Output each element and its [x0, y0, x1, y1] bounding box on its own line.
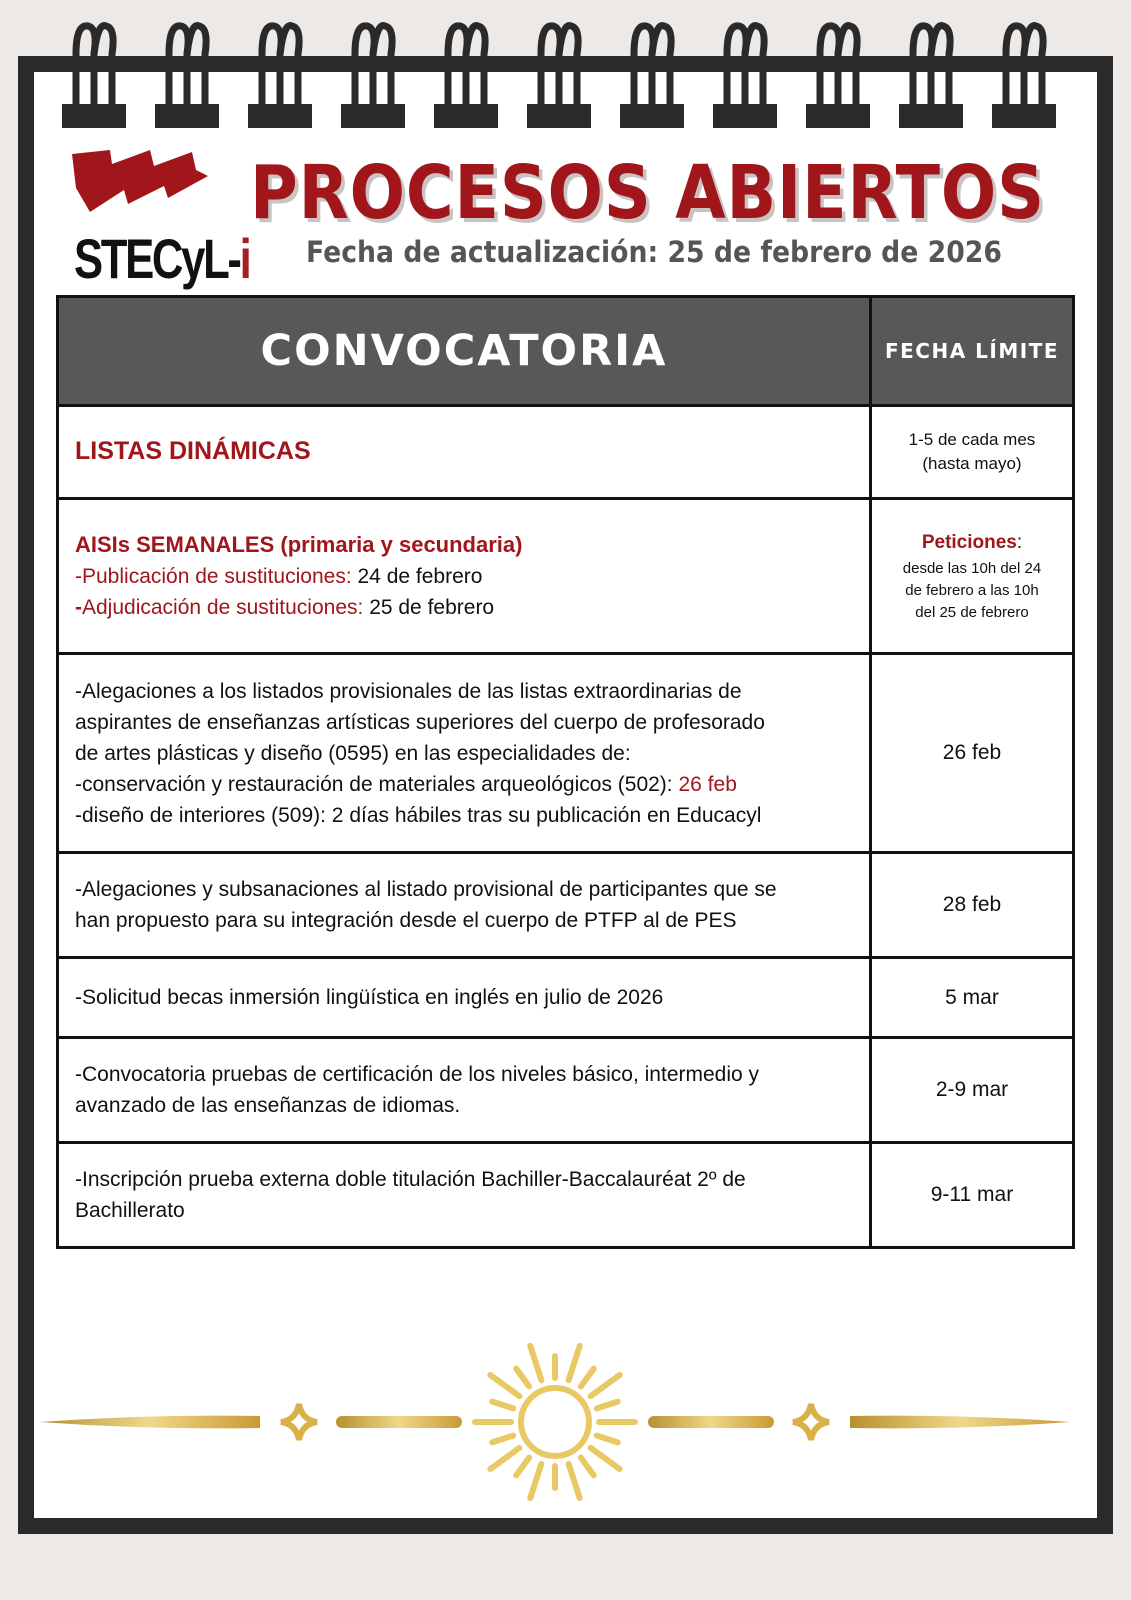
sparkle-icon	[281, 1404, 317, 1440]
pub-label: -Publicación de sustituciones:	[75, 565, 352, 588]
sun-ray	[597, 1402, 618, 1409]
sun-ray	[516, 1369, 529, 1387]
binder-ring-icon	[992, 26, 1056, 128]
sun-ray	[569, 1346, 580, 1380]
date-colon: :	[1016, 532, 1023, 553]
table-row	[58, 654, 1074, 853]
gold-bar-left	[40, 1416, 462, 1429]
binder-ring-icon	[806, 26, 870, 128]
table-row	[58, 1038, 1074, 1143]
desc-line: Bachillerato	[75, 1199, 185, 1222]
table-row	[58, 958, 1074, 1038]
desc-line: aspirantes de enseñanzas artísticas superiores del cuerpo de profesorado	[75, 710, 765, 734]
binder-ring-icon	[899, 26, 963, 128]
table-row	[58, 499, 1074, 654]
sun-ray	[581, 1369, 594, 1387]
row-desc	[58, 654, 871, 853]
date-label: Peticiones	[921, 532, 1017, 553]
sparkle-icon	[793, 1404, 829, 1440]
desc-line: -Convocatoria pruebas de certificación de los niveles básico, intermedio y	[75, 1063, 760, 1086]
row-title: LISTAS DINÁMICAS	[75, 437, 311, 465]
row-date	[871, 406, 1074, 499]
sun-ray	[530, 1346, 541, 1380]
row-desc	[58, 1143, 871, 1248]
binder-rings	[60, 14, 1070, 134]
row-date	[871, 499, 1074, 654]
decorative-divider	[40, 1332, 1090, 1512]
sun-ray	[490, 1448, 519, 1469]
date-line: desde las 10h del 24	[902, 560, 1042, 577]
sun-ray	[530, 1464, 541, 1498]
sun-ray	[591, 1448, 620, 1469]
desc-line: han propuesto para su integración desde el cuerpo de PTFP al de PES	[75, 909, 737, 932]
row-date: 2-9 mar	[871, 1038, 1074, 1143]
row-desc	[58, 853, 871, 958]
date-line: de febrero a las 10h	[905, 582, 1039, 599]
desc-date: 26 feb	[678, 772, 737, 796]
desc-line: -conservación y restauración de materiales arqueológicos (502):	[75, 772, 673, 796]
row-desc	[58, 958, 871, 1038]
sun-ray	[492, 1402, 513, 1409]
date-line: (hasta mayo)	[922, 454, 1022, 473]
binder-ring-icon	[713, 26, 777, 128]
gold-bar-right	[648, 1416, 1070, 1429]
binder-ring-icon	[155, 26, 219, 128]
binder-ring-icon	[527, 26, 591, 128]
date-line: del 25 de febrero	[915, 604, 1029, 621]
row-desc	[58, 1038, 871, 1143]
update-date: Fecha de actualización: 25 de febrero de 2026	[306, 235, 1002, 269]
row-date: 28 feb	[871, 853, 1074, 958]
logo-text: STECyL-i	[74, 227, 250, 290]
procesos-table	[56, 295, 1075, 1249]
row-title: AISIs SEMANALES (primaria y secundaria)	[75, 532, 523, 557]
sun-ray	[516, 1458, 529, 1476]
sun-ray	[597, 1436, 618, 1443]
row-desc	[58, 499, 871, 654]
col-fecha-limite: FECHA LÍMITE	[871, 297, 1074, 406]
desc-line: -Inscripción prueba externa doble titulación Bachiller-Baccalauréat 2º de	[75, 1168, 746, 1191]
sun-ray	[569, 1464, 580, 1498]
desc-line: -Alegaciones y subsanaciones al listado provisional de participantes que se	[75, 878, 777, 901]
table-row	[58, 853, 1074, 958]
adj-value: 25 de febrero	[369, 596, 495, 619]
binder-ring-icon	[341, 26, 405, 128]
adj-dash: -	[75, 596, 82, 619]
sun-ray	[581, 1458, 594, 1476]
desc-line: -Solicitud becas inmersión lingüística en inglés en julio de 2026	[75, 986, 664, 1009]
desc-line: -diseño de interiores (509): 2 días hábiles tras su publicación en Educacyl	[75, 803, 762, 827]
binder-ring-icon	[62, 26, 126, 128]
row-date: 9-11 mar	[871, 1143, 1074, 1248]
sun-ray	[492, 1436, 513, 1443]
col-convocatoria: CONVOCATORIA	[58, 297, 871, 406]
table-header-row	[58, 297, 1074, 406]
sun-icon	[475, 1346, 635, 1498]
page-title: PROCESOS ABIERTOS	[250, 150, 1045, 236]
desc-line: de artes plásticas y diseño (0595) en las especialidades de:	[75, 741, 631, 765]
binder-ring-icon	[434, 26, 498, 128]
logo-suffix: i	[239, 227, 250, 290]
binder-ring-icon	[620, 26, 684, 128]
row-date: 26 feb	[871, 654, 1074, 853]
sun-ray	[490, 1375, 519, 1396]
row-desc	[58, 406, 871, 499]
pub-value: 24 de febrero	[357, 565, 483, 588]
table-row	[58, 406, 1074, 499]
desc-line: avanzado de las enseñanzas de idiomas.	[75, 1094, 461, 1117]
binder-ring-icon	[248, 26, 312, 128]
sun-ray	[591, 1375, 620, 1396]
date-line: 1-5 de cada mes	[908, 430, 1036, 449]
row-date: 5 mar	[871, 958, 1074, 1038]
logo-lightning-icon	[72, 150, 208, 212]
adj-label: Adjudicación de sustituciones:	[82, 596, 364, 619]
table-row	[58, 1143, 1074, 1248]
desc-line: -Alegaciones a los listados provisionales de las listas extraordinarias de	[75, 679, 742, 703]
